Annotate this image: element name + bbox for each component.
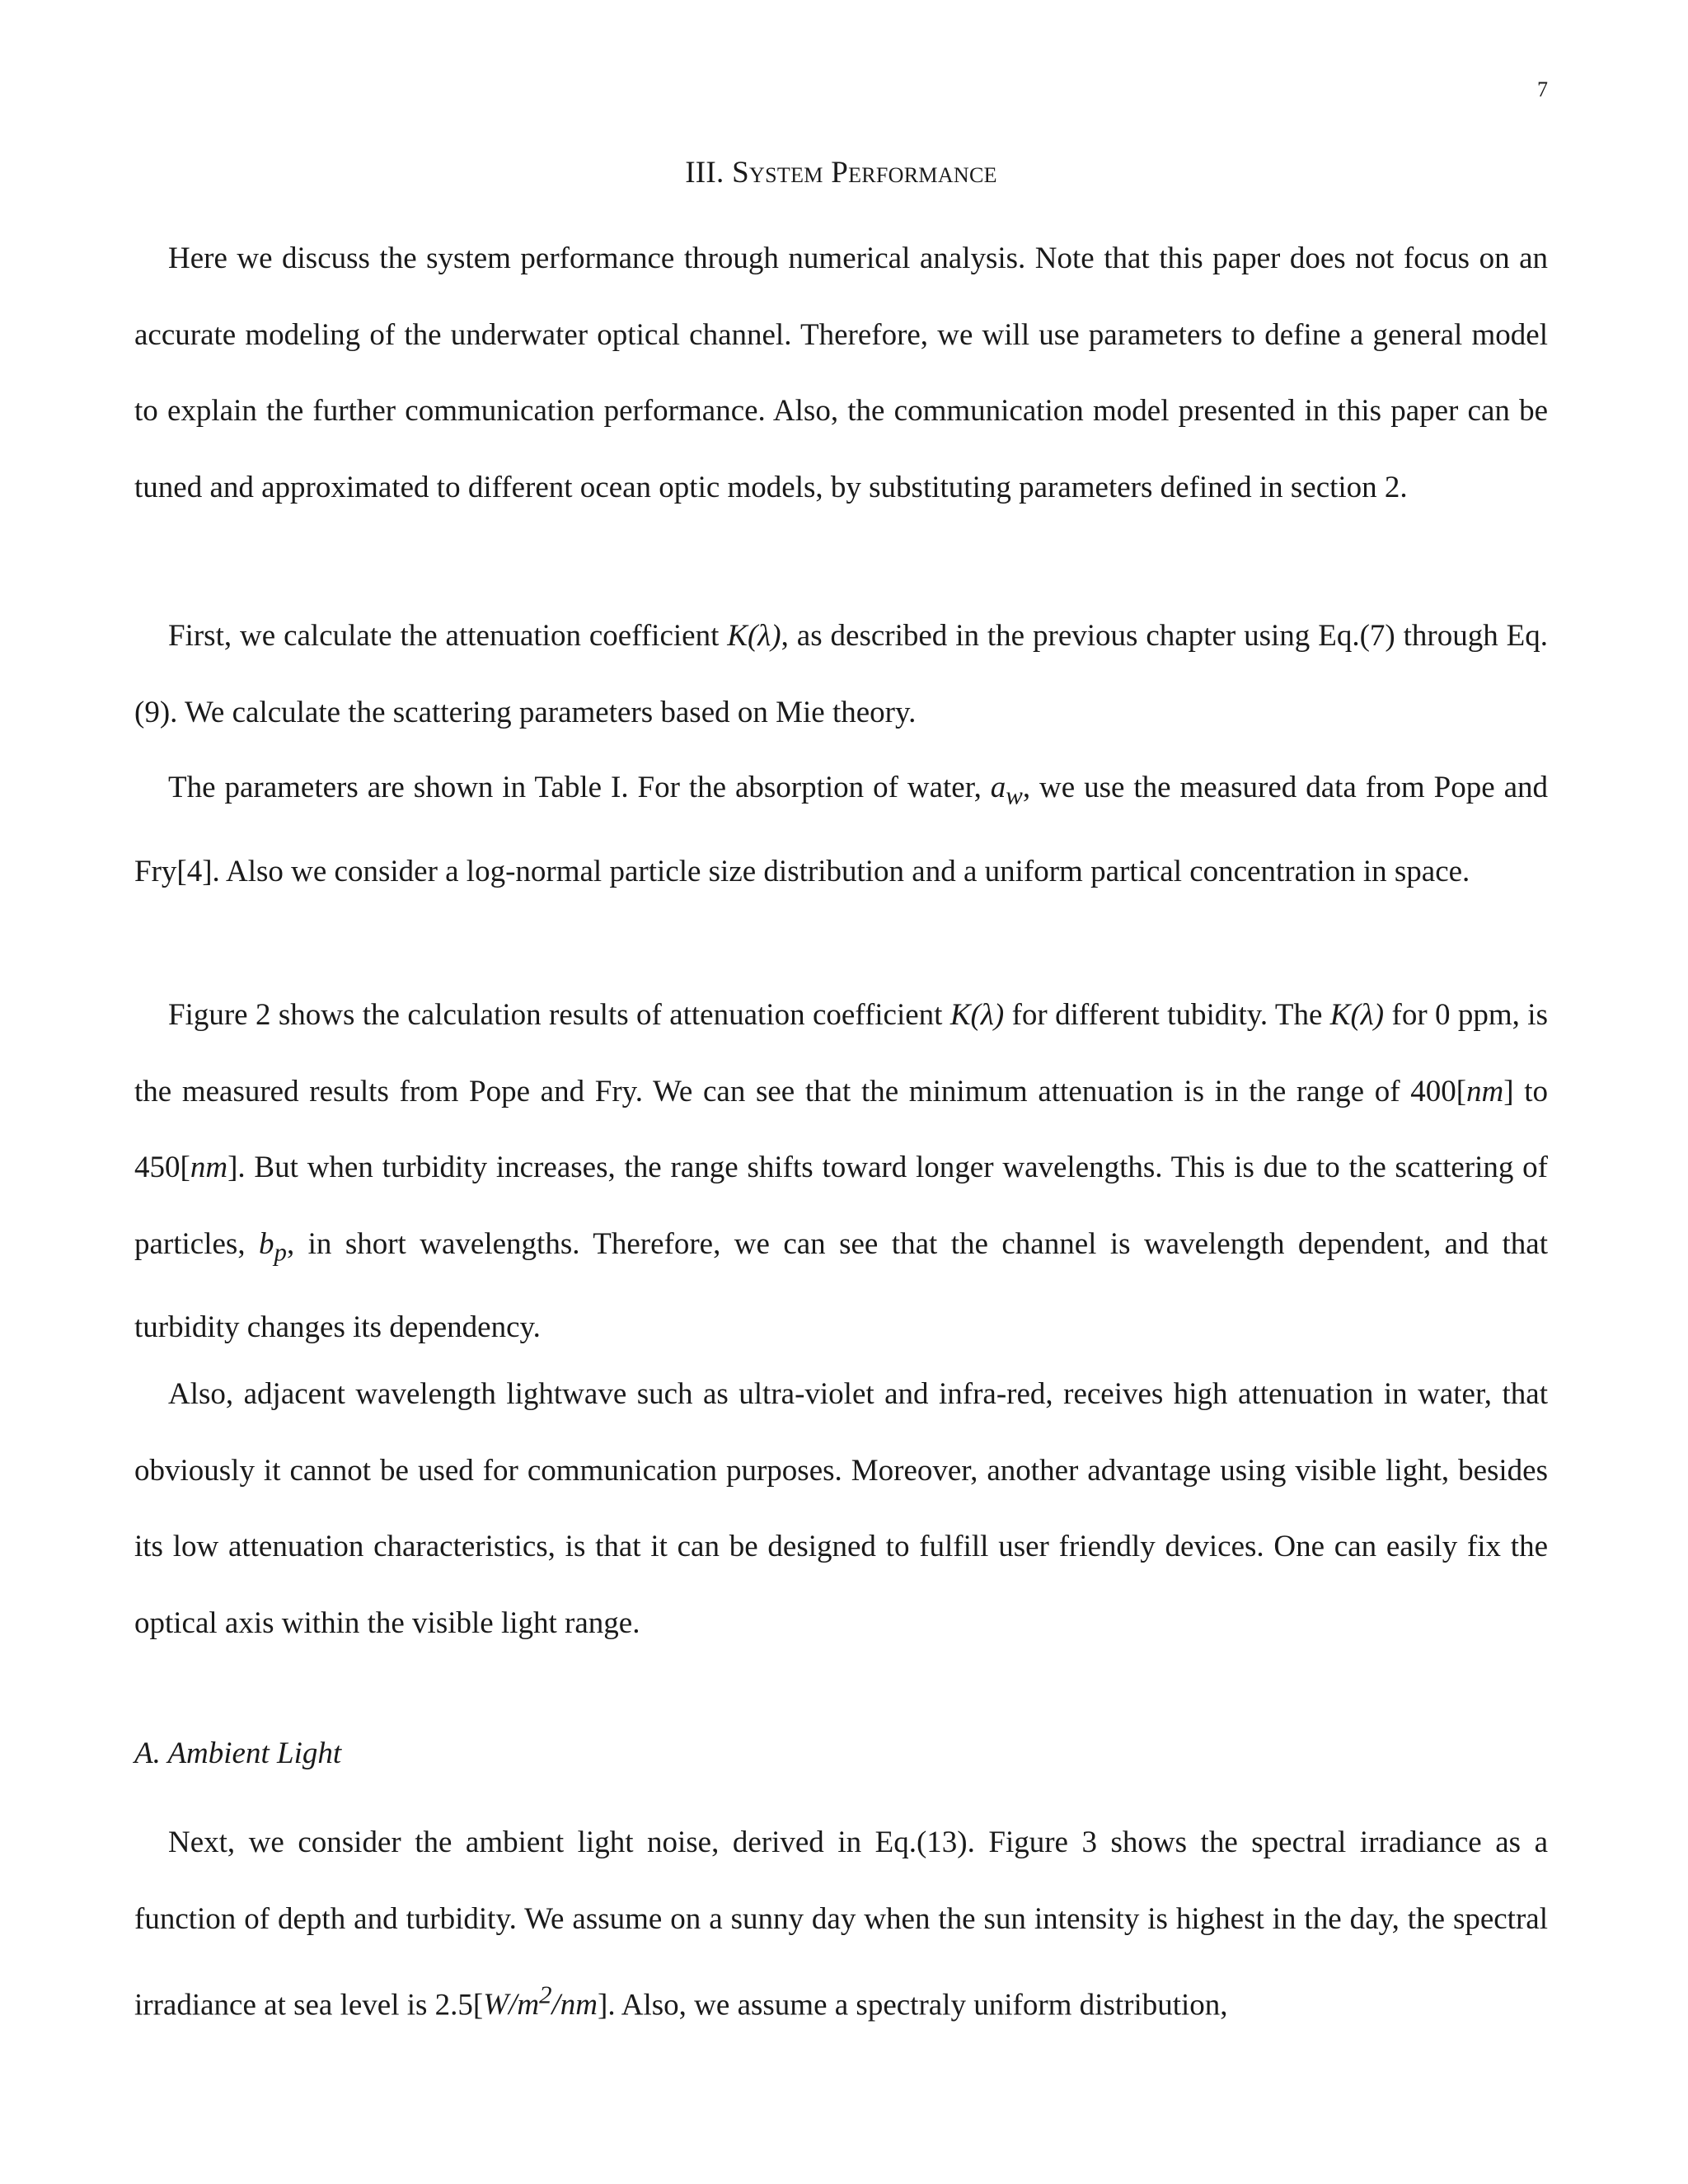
section-heading	[134, 155, 1548, 190]
paragraph-5: Also, adjacent wavelength lightwave such as ultra-violet and infra-red, receives high attenuation in water, that obviously it cannot be used for communication purposes. Moreover, another advantage using visible light, besides its low attenuation characteristics, is that it can be designed to fulfill user friendly devices. One can easily fix the optical axis within the visible light range.	[134, 1377, 1548, 1640]
math-particle-scattering: $b_p$	[259, 1226, 287, 1266]
math-attenuation-coefficient-2: K(λ)	[950, 998, 1005, 1032]
paragraph-2-text-b: , as described in the previous chapter using Eq.(7) through Eq.(9). We calculate the scattering parameters based on Mie theory.	[134, 619, 1548, 729]
math-attenuation-coefficient: K(λ)	[727, 619, 781, 653]
unit-nm-1: nm	[1466, 1074, 1504, 1108]
subsection-label: A.	[134, 1736, 161, 1770]
paragraph-1: Here we discuss the system performance through numerical analysis. Note that this paper does not focus on an accurate modeling of the underwater optical channel. Therefore, we will use parameters to define a general model to explain the further communication performance. Also, the communication model presented in this paper can be tuned and approximated to different ocean optic models, by substituting parameters defined in section 2.	[134, 241, 1548, 504]
unit-spectral-irradiance: $W/m^2/nm$	[483, 1981, 598, 2022]
page-number: 7	[1537, 77, 1548, 101]
paragraph-2-text-a: First, we calculate the attenuation coefficient	[168, 619, 728, 653]
paragraph-3-text-b: , we use the measured data from Pope and Fry[4]. Also we consider a log-normal particle size distribution and a uniform partical concentration in space.	[134, 771, 1548, 888]
math-water-absorption: $a_w$	[990, 771, 1023, 810]
section-numeral: III.	[685, 156, 724, 190]
subsection-heading	[134, 1736, 341, 1771]
math-attenuation-coefficient-3: K(λ)	[1329, 998, 1385, 1032]
paragraph-3-text-a: The parameters are shown in Table I. For the absorption of water,	[168, 771, 991, 804]
subsection-title: Ambient Light	[167, 1736, 342, 1770]
paragraph-4: Figure 2 shows the calculation results of attenuation coefficient K(λ) for different tubidity. The K(λ) for 0 ppm, is the measured results from Pope and Fry. We can see that the minimum attenuation is in the range of 400[nm] to 450[nm]. But when turbidity increases, the range shifts toward longer wavelengths. This is due to the scattering of particles, $b_p$, in short wavelengths. Therefore, we can see that the channel is wavelength dependent, and that turbidity changes its dependency.	[134, 998, 1548, 1345]
paragraph-3	[134, 750, 1548, 910]
paragraph-6: Next, we consider the ambient light noise, derived in Eq.(13). Figure 3 shows the spectral irradiance as a function of depth and turbidity. We assume on a sunny day when the sun intensity is highest in the day, the spectral irradiance at sea level is $2.5[W/m^2/nm]$. Also, we assume a spectraly uniform distribution,	[134, 1825, 1548, 2022]
paragraph-2	[134, 598, 1548, 751]
section-title: System Performance	[732, 156, 997, 190]
unit-nm-2: nm	[190, 1151, 228, 1184]
